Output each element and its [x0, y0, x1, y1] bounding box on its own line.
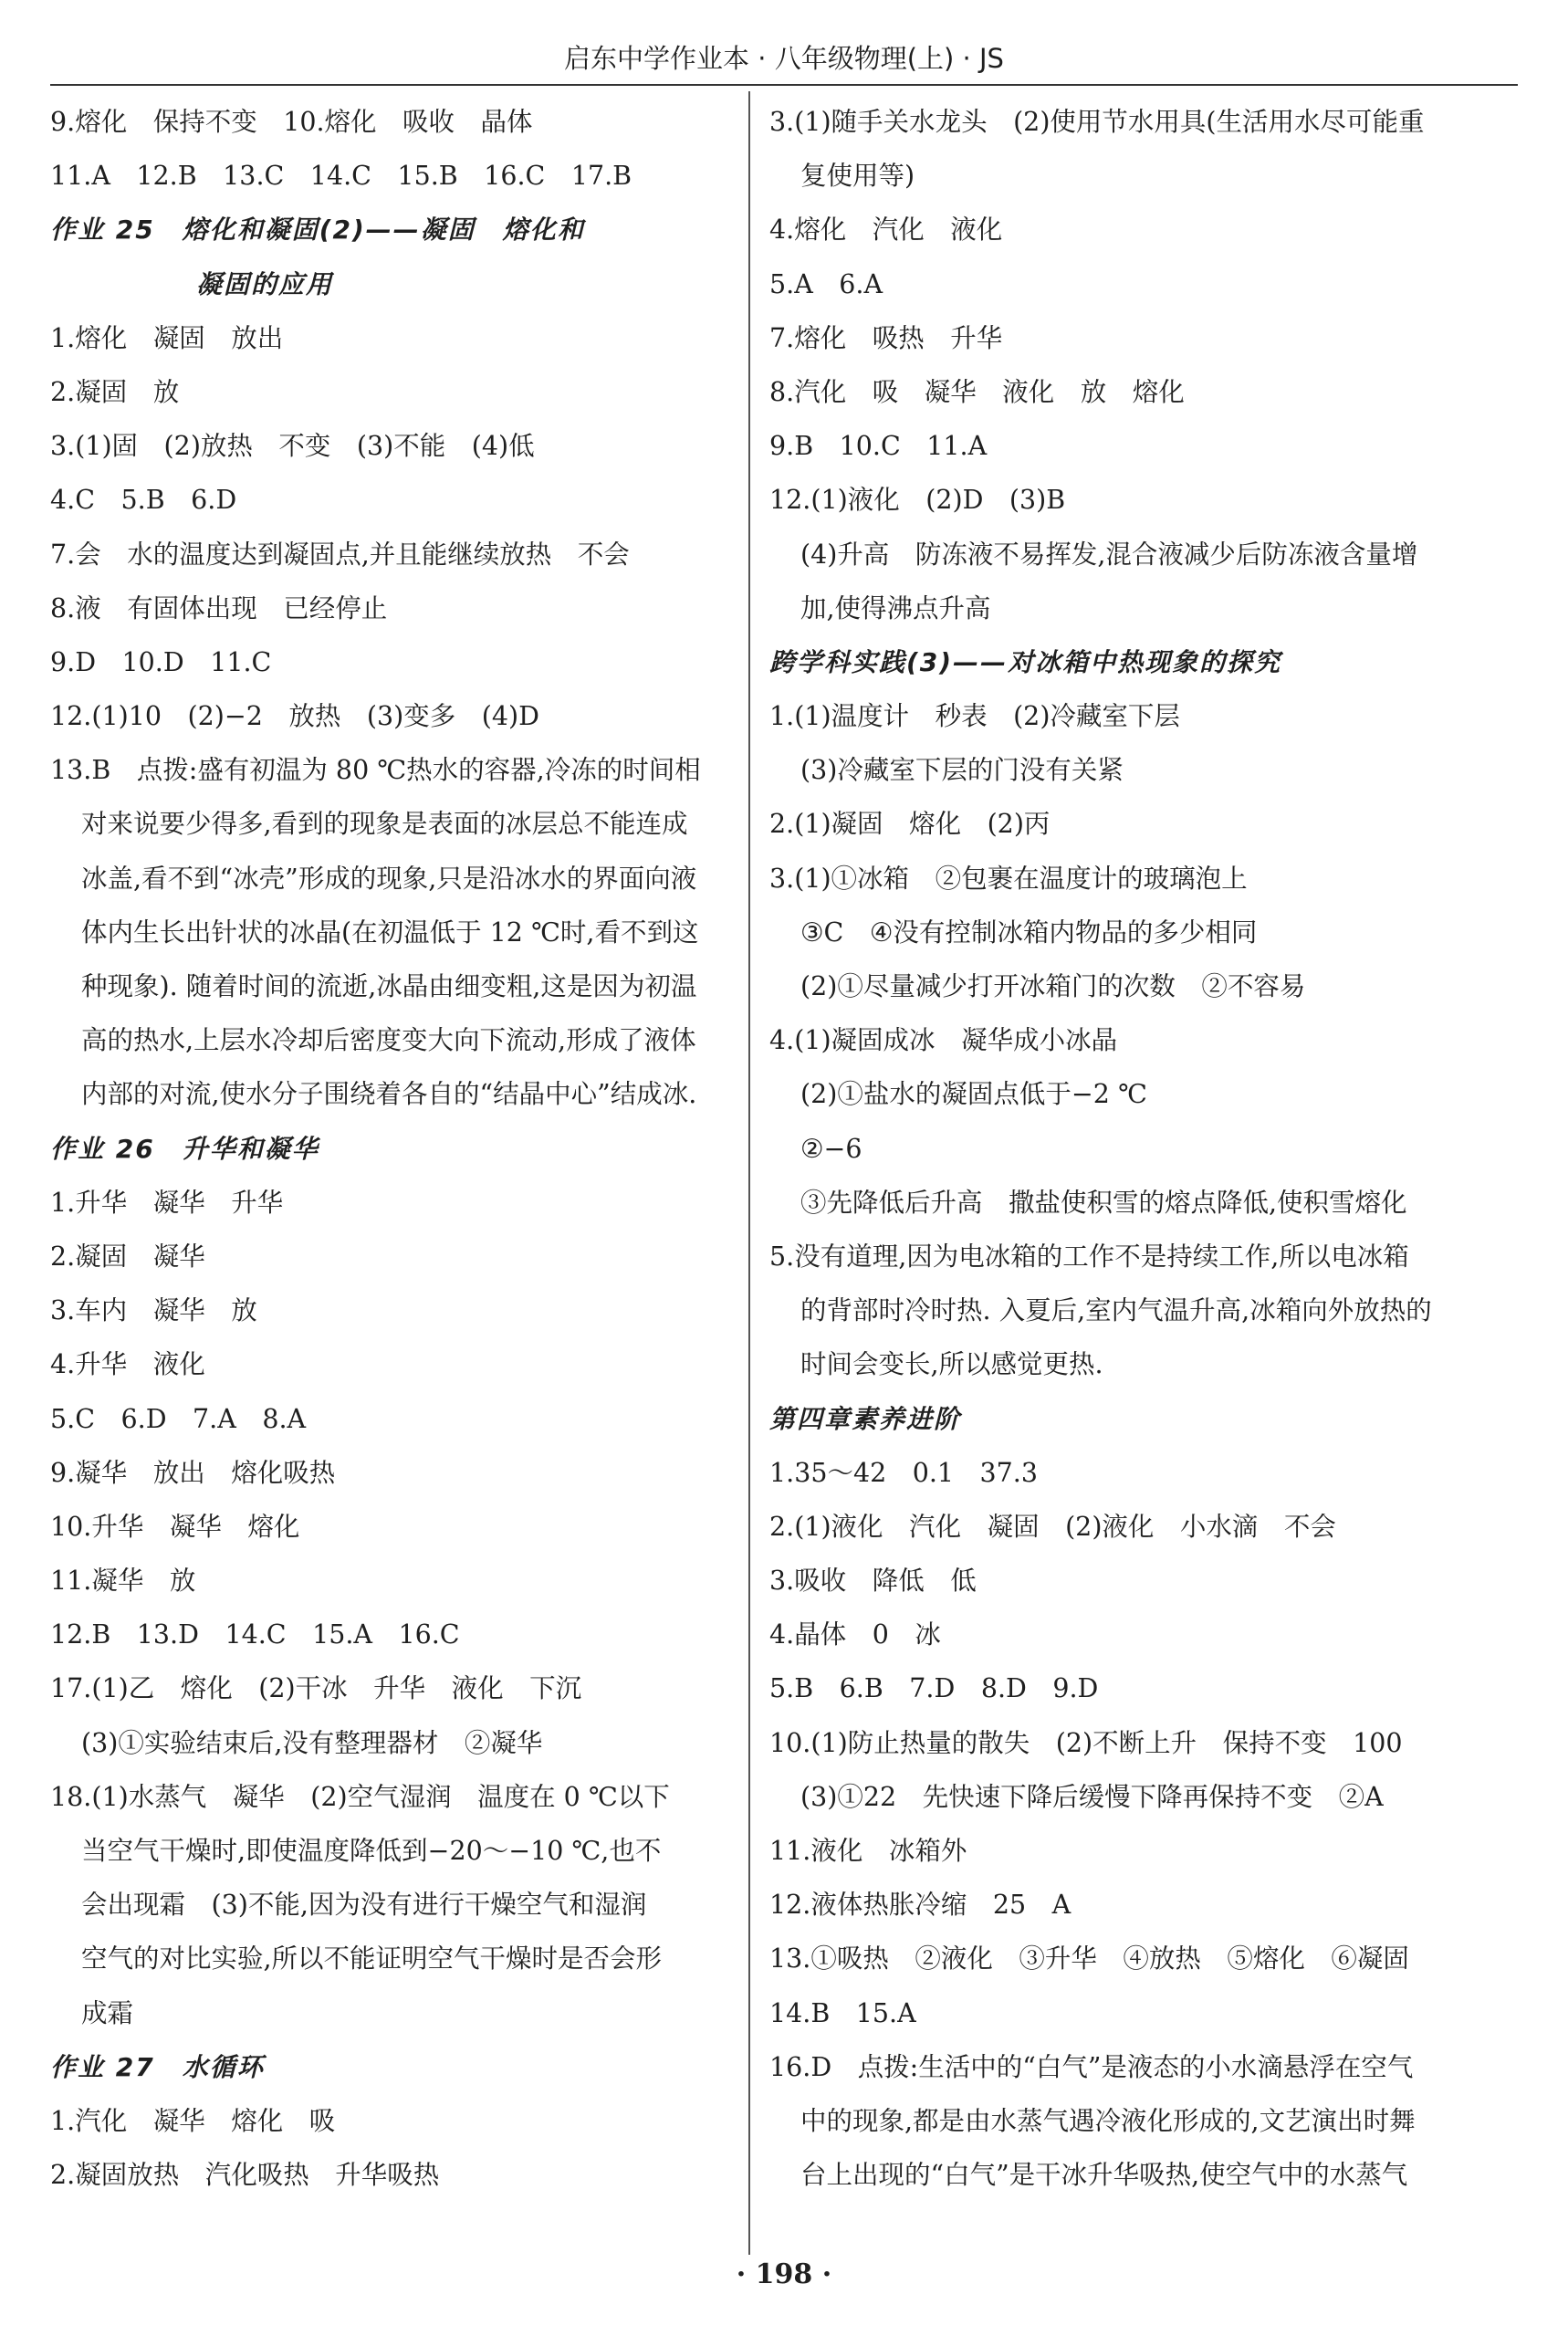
left-answer-line: 内部的对流,使水分子围绕着各自的“结晶中心”结成冰.	[81, 1079, 697, 1110]
right-answer-line: 14.B 15.A	[769, 1997, 916, 2028]
right-section-heading: 跨学科实践(3)——对冰箱中热现象的探究	[769, 646, 1282, 677]
left-answer-line: 12.(1)10 (2)−2 放热 (3)变多 (4)D	[50, 701, 539, 732]
right-answer-line: 9.B 10.C 11.A	[769, 431, 988, 462]
right-answer-line: (3)冷藏室下层的门没有关紧	[800, 755, 1124, 786]
right-answer-line: 4.熔化 汽化 液化	[769, 215, 1003, 246]
left-answer-line: 1.汽化 凝华 熔化 吸	[50, 2105, 336, 2136]
right-answer-line: 1.(1)温度计 秒表 (2)冷藏室下层	[769, 701, 1180, 732]
left-answer-line: 冰盖,看不到“冰壳”形成的现象,只是沿冰水的界面向液	[81, 863, 697, 894]
left-answer-line: 17.(1)乙 熔化 (2)干冰 升华 液化 下沉	[50, 1673, 582, 1704]
right-answer-line: 时间会变长,所以感觉更热.	[800, 1349, 1103, 1380]
right-answer-line: 的背部时冷时热. 入夏后,室内气温升高,冰箱向外放热的	[800, 1295, 1432, 1326]
left-answer-line: 3.车内 凝华 放	[50, 1295, 257, 1326]
right-answer-line: 5.没有道理,因为电冰箱的工作不是持续工作,所以电冰箱	[769, 1241, 1409, 1272]
right-answer-line: 10.(1)防止热量的散失 (2)不断上升 保持不变 100	[769, 1727, 1403, 1758]
left-answer-line: 1.熔化 凝固 放出	[50, 322, 284, 353]
page-number: · 198 ·	[736, 2258, 832, 2290]
left-answer-line: 18.(1)水蒸气 凝华 (2)空气湿润 温度在 0 ℃以下	[50, 1781, 670, 1812]
left-answer-line: 12.B 13.D 14.C 15.A 16.C	[50, 1619, 460, 1650]
left-answer-line: 9.D 10.D 11.C	[50, 646, 272, 677]
right-answer-line: (3)①22 先快速下降后缓慢下降再保持不变 ②A	[800, 1781, 1384, 1812]
right-answer-line: 台上出现的“白气”是干冰升华吸热,使空气中的水蒸气	[800, 2160, 1408, 2191]
right-column	[769, 95, 1458, 2202]
left-answer-line: 会出现霜 (3)不能,因为没有进行干燥空气和湿润	[81, 1890, 647, 1921]
right-answer-line: 3.(1)①冰箱 ②包裹在温度计的玻璃泡上	[769, 863, 1248, 894]
left-answer-line: 体内生长出针状的冰晶(在初温低于 12 ℃时,看不到这	[81, 917, 699, 948]
right-answer-line: 4.(1)凝固成冰 凝华成小冰晶	[769, 1025, 1118, 1056]
right-answer-line: 5.B 6.B 7.D 8.D 9.D	[769, 1673, 1099, 1704]
left-answer-line: 成霜	[81, 1997, 134, 2028]
right-answer-line: (4)升高 防冻液不易挥发,混合液减少后防冻液含量增	[800, 539, 1418, 570]
right-answer-line: 2.(1)凝固 熔化 (2)丙	[769, 809, 1051, 840]
left-answer-line: 5.C 6.D 7.A 8.A	[50, 1403, 307, 1434]
right-answer-line: 1.35～42 0.1 37.3	[769, 1457, 1039, 1488]
left-section-heading: 作业 25 熔化和凝固(2)——凝固 熔化和	[50, 215, 585, 246]
right-answer-line: 13.①吸热 ②液化 ③升华 ④放热 ⑤熔化 ⑥凝固	[769, 1943, 1409, 1975]
right-answer-line: ③C ④没有控制冰箱内物品的多少相同	[800, 917, 1258, 948]
right-answer-line: 5.A 6.A	[769, 268, 883, 299]
right-answer-line: 12.液体热胀冷缩 25 A	[769, 1890, 1071, 1921]
page-header: 启东中学作业本 · 八年级物理(上) · JS	[50, 33, 1518, 86]
left-answer-line: 当空气干燥时,即使温度降低到−20～−10 ℃,也不	[81, 1836, 662, 1866]
left-answer-line: 4.C 5.B 6.D	[50, 485, 237, 516]
left-section-heading: 作业 26 升华和凝华	[50, 1133, 319, 1164]
left-answer-line: 1.升华 凝华 升华	[50, 1187, 284, 1218]
left-answer-line: 13.B 点拨:盛有初温为 80 ℃热水的容器,冷冻的时间相	[50, 755, 701, 786]
left-answer-line: 种现象). 随着时间的流逝,冰晶由细变粗,这是因为初温	[81, 971, 697, 1001]
right-answer-line: 3.吸收 降低 低	[769, 1566, 977, 1597]
left-answer-line: 11.凝华 放	[50, 1566, 196, 1597]
left-section-heading: 作业 27 水循环	[50, 2051, 265, 2082]
left-answer-line: 7.会 水的温度达到凝固点,并且能继续放热 不会	[50, 539, 630, 570]
left-answer-line: 2.凝固 凝华	[50, 1241, 205, 1272]
right-answer-line: (2)①盐水的凝固点低于−2 ℃	[800, 1079, 1147, 1110]
left-answer-line: 9.熔化 保持不变 10.熔化 吸收 晶体	[50, 107, 533, 137]
right-answer-line: 16.D 点拨:生活中的“白气”是液态的小水滴悬浮在空气	[769, 2051, 1414, 2082]
left-answer-line: 10.升华 凝华 熔化	[50, 1511, 300, 1542]
left-answer-line: (3)①实验结束后,没有整理器材 ②凝华	[81, 1727, 543, 1758]
left-answer-line: 2.凝固放热 汽化吸热 升华吸热	[50, 2160, 440, 2191]
left-answer-line: 高的热水,上层水冷却后密度变大向下流动,形成了液体	[81, 1025, 696, 1056]
column-divider	[748, 91, 750, 2255]
right-answer-line: ②−6	[800, 1133, 862, 1164]
right-answer-line: 4.晶体 0 冰	[769, 1619, 941, 1650]
right-answer-line: ③先降低后升高 撒盐使积雪的熔点降低,使积雪熔化	[800, 1187, 1407, 1218]
left-answer-line: 8.液 有固体出现 已经停止	[50, 592, 388, 623]
left-answer-line: 4.升华 液化	[50, 1349, 205, 1380]
right-answer-line: 复使用等)	[800, 161, 915, 192]
right-answer-line: 7.熔化 吸热 升华	[769, 322, 1003, 353]
right-answer-line: 12.(1)液化 (2)D (3)B	[769, 485, 1066, 516]
left-answer-line: 3.(1)固 (2)放热 不变 (3)不能 (4)低	[50, 431, 535, 462]
left-answer-line: 对来说要少得多,看到的现象是表面的冰层总不能连成	[81, 809, 688, 840]
left-answer-line: 9.凝华 放出 熔化吸热	[50, 1457, 336, 1488]
right-answer-line: 3.(1)随手关水龙头 (2)使用节水用具(生活用水尽可能重	[769, 107, 1425, 137]
left-answer-line: 2.凝固 放	[50, 376, 180, 407]
right-answer-line: 8.汽化 吸 凝华 液化 放 熔化	[769, 376, 1185, 407]
left-column	[50, 95, 735, 2202]
right-section-heading: 第四章素养进阶	[769, 1403, 962, 1434]
right-answer-line: 11.液化 冰箱外	[769, 1836, 967, 1866]
left-section-heading: 凝固的应用	[196, 268, 334, 299]
left-answer-line: 11.A 12.B 13.C 14.C 15.B 16.C 17.B	[50, 161, 632, 192]
right-answer-line: 加,使得沸点升高	[800, 592, 991, 623]
right-answer-line: (2)①尽量减少打开冰箱门的次数 ②不容易	[800, 971, 1306, 1001]
right-answer-line: 2.(1)液化 汽化 凝固 (2)液化 小水滴 不会	[769, 1511, 1336, 1542]
left-answer-line: 空气的对比实验,所以不能证明空气干燥时是否会形	[81, 1943, 663, 1975]
right-answer-line: 中的现象,都是由水蒸气遇冷液化形成的,文艺演出时舞	[800, 2105, 1416, 2136]
